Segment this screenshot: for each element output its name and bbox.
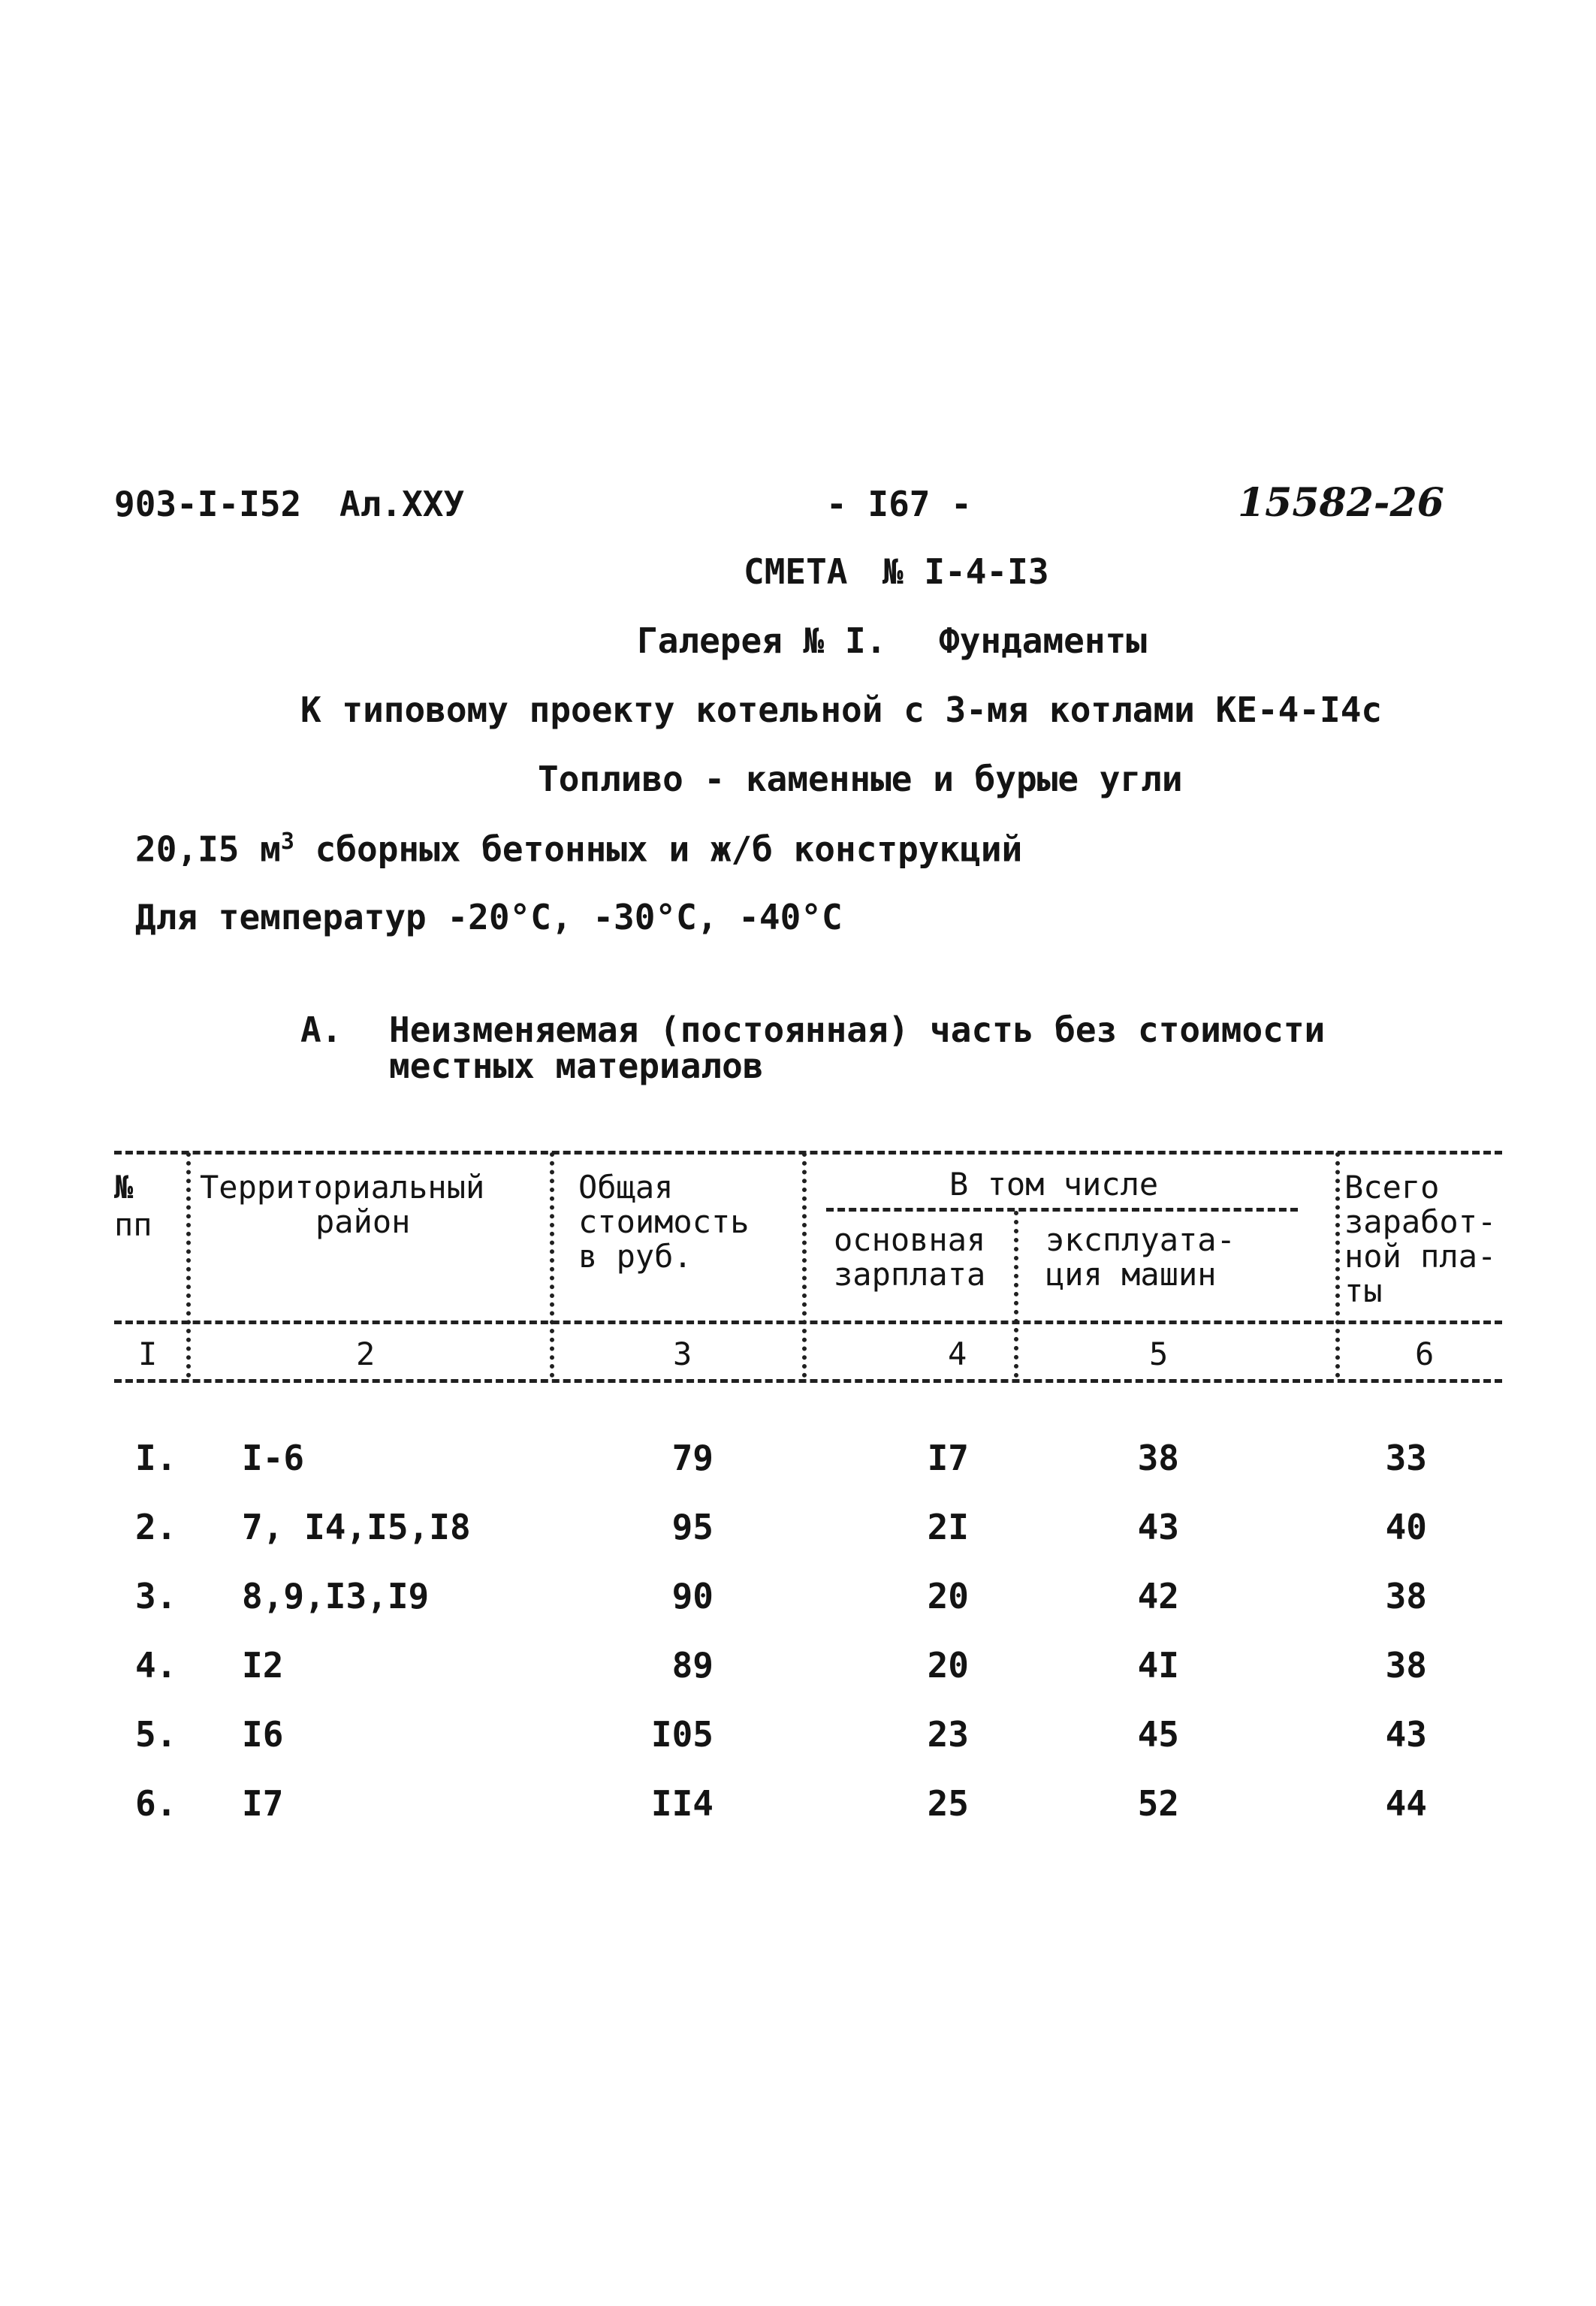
handwritten-number: 15582-26 [1238, 480, 1444, 526]
row-district: 7, I4,I5,I8 [242, 1507, 471, 1547]
row-machines: 52 [1137, 1783, 1179, 1824]
row-salary: 38 [1385, 1576, 1427, 1616]
column-number: 6 [1415, 1336, 1435, 1372]
table-row [0, 1576, 1596, 1624]
row-no: 6. [135, 1783, 177, 1824]
temperature-line [135, 897, 843, 937]
part-a-line1: Неизменяемая (постоянная) часть без стоимости [389, 1010, 1326, 1050]
album-label: Ал.XXУ [339, 484, 465, 524]
smeta-title: СМЕТА [744, 551, 848, 592]
header-total-line2: стоимость [578, 1203, 750, 1240]
header-district-line1: Территориальный [200, 1169, 485, 1206]
row-machines: 38 [1137, 1438, 1179, 1478]
row-total: I05 [650, 1714, 714, 1755]
part-a-letter: А. [300, 1010, 342, 1050]
column-number: 3 [673, 1336, 692, 1372]
row-wage: 2I [927, 1507, 969, 1547]
header-total-line3: в руб. [578, 1238, 692, 1275]
row-machines: 45 [1137, 1714, 1179, 1755]
column-divider [1335, 1152, 1340, 1378]
header-total-line1: Общая [578, 1169, 674, 1206]
row-machines: 42 [1137, 1576, 1179, 1616]
table-row [0, 1507, 1596, 1555]
header-group-label: В том числе [945, 1169, 1163, 1200]
row-total: II4 [650, 1783, 714, 1824]
column-number: 5 [1149, 1336, 1169, 1372]
header-no-sign: № [114, 1169, 134, 1206]
row-wage: 20 [927, 1645, 969, 1686]
table-row [0, 1783, 1596, 1831]
smeta-number: № I-4-I3 [882, 551, 1049, 592]
volume-superscript: 3 [280, 829, 294, 855]
temperature-value: -40°С [738, 897, 843, 937]
row-district: I-6 [242, 1438, 305, 1478]
column-divider [1014, 1211, 1018, 1378]
column-divider [802, 1152, 807, 1378]
header-salary-line1: Всего [1344, 1169, 1440, 1206]
table-row [0, 1714, 1596, 1762]
header-bottom-rule [114, 1321, 1502, 1324]
header-machines-line2: ция машин [1045, 1256, 1217, 1293]
header-wage-line1: основная [834, 1221, 986, 1258]
row-district: 8,9,I3,I9 [242, 1576, 430, 1616]
row-no: 2. [135, 1507, 177, 1547]
project-line: К типовому проекту котельной с 3-мя котлами КЕ-4-I4с [300, 690, 1383, 730]
row-wage: 25 [927, 1783, 969, 1824]
column-divider [550, 1152, 554, 1378]
header-district-line2: район [315, 1203, 411, 1240]
column-number: 4 [948, 1336, 967, 1372]
header-no-text: пп [114, 1206, 152, 1243]
row-no: I. [135, 1438, 177, 1478]
column-number: I [138, 1336, 158, 1372]
section-title: Фундаменты [939, 620, 1147, 661]
gallery-title: Галерея № I. [637, 620, 887, 661]
row-district: I7 [242, 1783, 284, 1824]
volume-value: 20,I5 м [135, 829, 281, 870]
row-total: 95 [671, 1507, 714, 1547]
column-divider [186, 1152, 191, 1378]
row-salary: 38 [1385, 1645, 1427, 1686]
row-total: 90 [671, 1576, 714, 1616]
part-a-line2: местных материалов [389, 1046, 764, 1086]
row-district: I6 [242, 1714, 284, 1755]
row-machines: 4I [1137, 1645, 1179, 1686]
row-wage: I7 [927, 1438, 969, 1478]
row-salary: 44 [1385, 1783, 1427, 1824]
volume-text: сборных бетонных и ж/б конструкций [315, 829, 1023, 870]
document-code: 903-I-I52 [114, 484, 302, 524]
header-machines-line1: эксплуата- [1045, 1221, 1235, 1258]
row-district: I2 [242, 1645, 284, 1686]
fuel-line: Топливо - каменные и бурые угли [538, 759, 1183, 799]
row-total: 79 [671, 1438, 714, 1478]
column-numbers-rule [114, 1379, 1502, 1383]
column-number: 2 [356, 1336, 376, 1372]
row-salary: 33 [1385, 1438, 1427, 1478]
row-salary: 43 [1385, 1714, 1427, 1755]
volume-line [135, 829, 1023, 870]
table-row [0, 1438, 1596, 1486]
row-no: 3. [135, 1576, 177, 1616]
row-no: 4. [135, 1645, 177, 1686]
header-salary-line3: ной пла- [1344, 1238, 1497, 1275]
page-number: - I67 - [826, 484, 972, 524]
row-total: 89 [671, 1645, 714, 1686]
group-header-rule [826, 1208, 1298, 1212]
temperature-value: -20°С, [447, 897, 572, 937]
row-wage: 23 [927, 1714, 969, 1755]
row-machines: 43 [1137, 1507, 1179, 1547]
row-salary: 40 [1385, 1507, 1427, 1547]
table-row [0, 1645, 1596, 1693]
row-wage: 20 [927, 1576, 969, 1616]
row-no: 5. [135, 1714, 177, 1755]
header-wage-line2: зарплата [834, 1256, 986, 1293]
table-top-rule [114, 1151, 1502, 1155]
temperature-value: -30°С, [593, 897, 718, 937]
header-salary-line2: заработ- [1344, 1203, 1497, 1240]
temperature-label: Для температур [135, 897, 427, 937]
header-salary-line4: ты [1344, 1272, 1383, 1309]
